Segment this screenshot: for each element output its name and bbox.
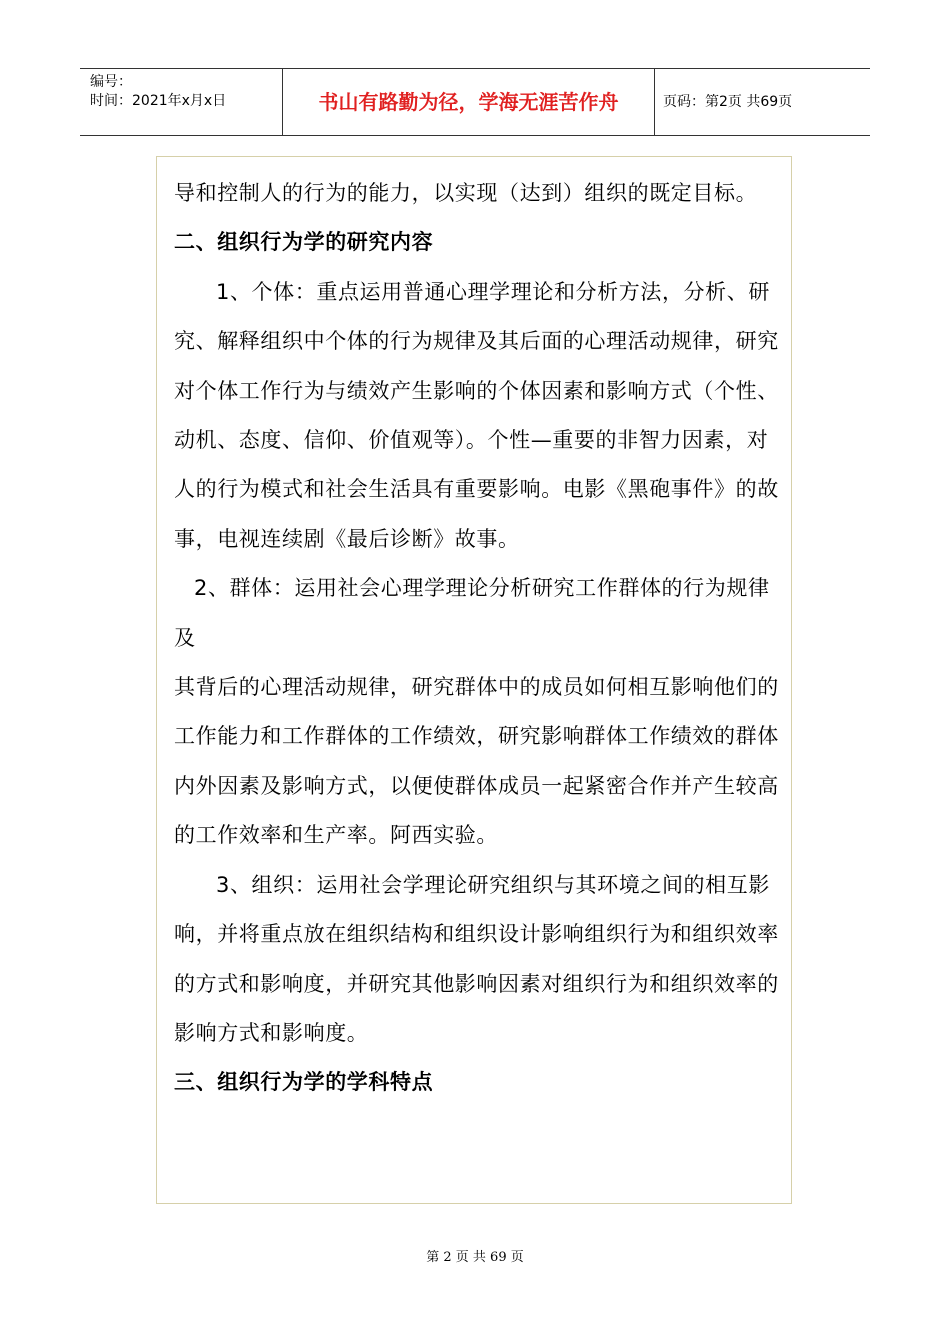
header-page-info: 页码：第2页 共69页 [663,94,793,110]
document-date: 时间：2021年x月x日 [90,93,227,109]
document-body [174,169,786,1108]
body-paragraph: 2、群体：运用社会心理学理论分析研究工作群体的行为规律及 [174,576,770,650]
body-paragraph: 导和控制人的行为的能力，以实现（达到）组织的既定目标。 [174,181,758,205]
section-heading: 三、组织行为学的学科特点 [174,1070,434,1095]
body-paragraph: 3、组织：运用社会学理论研究组织与其环境之间的相互影响，并将重点放在组织结构和组织设计影响组织行为和组织效率的方式和影响度，并研究其他影响因素对组织行为和组织效率的影响方式和影响度。 [174,872,779,1045]
header-motto: 书山有路勤为径，学海无涯苦作舟 [282,69,655,135]
header-meta [80,69,282,135]
document-number-label: 编号： [90,74,132,90]
page-header [80,68,870,136]
body-paragraph: 1、个体：重点运用普通心理学理论和分析方法，分析、研究、解释组织中个体的行为规律及其后面的心理活动规律，研究对个体工作行为与绩效产生影响的个体因素和影响方式（个性、动机、态度、信仰、价值观等）。个性—重要的非智力因素，对人的行为模式和社会生活具有重要影响。电影《黑砲事件》的故事，电视连续剧《最后诊断》故事。 [174,279,779,551]
content-frame [156,156,792,1204]
page-footer: 第 2 页 共 69 页 [426,1250,524,1265]
body-paragraph: 其背后的心理活动规律，研究群体中的成员如何相互影响他们的工作能力和工作群体的工作绩效，研究影响群体工作绩效的群体内外因素及影响方式，以便使群体成员一起紧密合作并产生较高的工作效率和生产率。阿西实验。 [174,675,779,848]
section-heading: 二、组织行为学的研究内容 [174,230,434,255]
